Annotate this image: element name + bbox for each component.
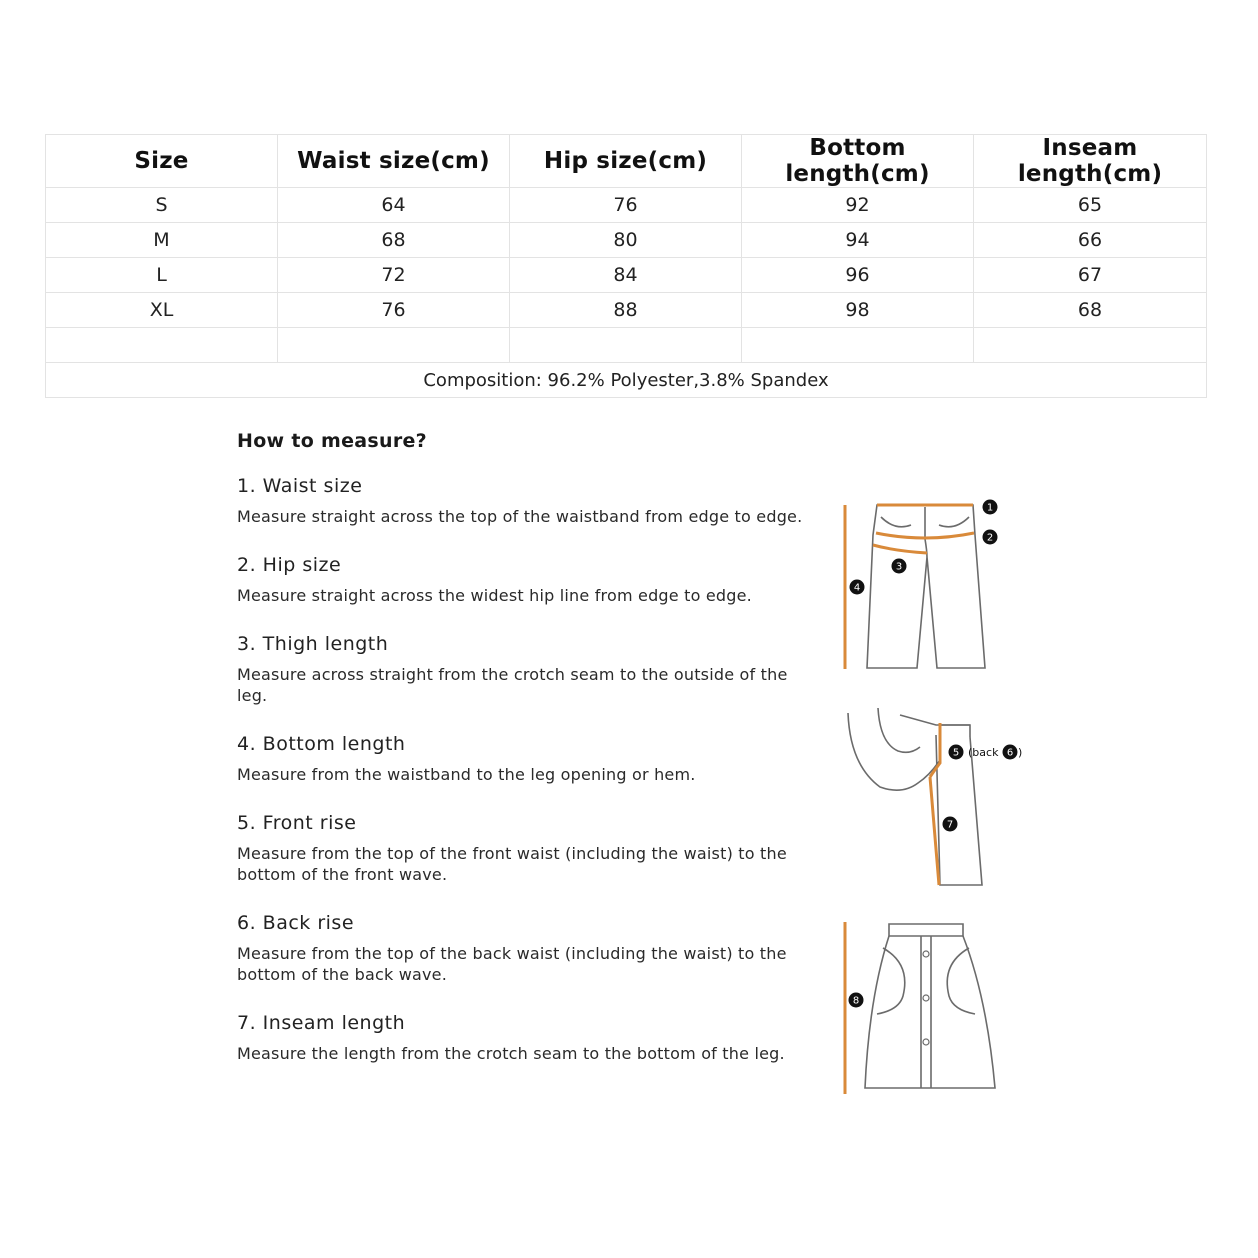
marker-6 (1003, 745, 1018, 760)
svg-text:4: 4 (853, 582, 861, 594)
svg-text:3: 3 (895, 561, 903, 573)
measure-item-title: 4. Bottom length (237, 733, 406, 755)
measure-item-title: 2. Hip size (237, 554, 342, 576)
table-cell: 64 (278, 188, 510, 223)
how-to-measure-section (237, 430, 817, 1064)
svg-text:5: 5 (952, 747, 960, 759)
table-cell-empty (974, 328, 1207, 363)
pocket-right (939, 517, 969, 527)
svg-text:8: 8 (852, 995, 860, 1007)
fly-seam (925, 507, 927, 557)
measure-item-thigh (237, 632, 817, 706)
skirt-pocket-left (877, 948, 905, 1014)
measure-item-desc: Measure straight across the widest hip line from edge to edge. (237, 586, 752, 605)
measure-item-title: 6. Back rise (237, 912, 355, 934)
table-cell: 84 (510, 258, 742, 293)
table-cell: 65 (974, 188, 1207, 223)
measure-item-title: 1. Waist size (237, 475, 363, 497)
table-header-row (46, 135, 1207, 188)
button-icon (923, 1039, 929, 1045)
table-cell: 68 (278, 223, 510, 258)
table-cell-empty (510, 328, 742, 363)
header-waist-size: Waist size(cm) (278, 135, 510, 188)
table-row (46, 223, 1207, 258)
table-cell: M (46, 223, 278, 258)
measure-item-desc: Measure from the top of the back waist (including the waist) to the bottom of the back wave. (237, 944, 787, 984)
pants-front-diagram (835, 495, 1015, 675)
table-cell: 72 (278, 258, 510, 293)
measure-item-hip (237, 553, 817, 606)
skirt-waistband (889, 924, 963, 936)
table-cell: 67 (974, 258, 1207, 293)
table-cell: 98 (742, 293, 974, 328)
svg-text:7: 7 (946, 819, 954, 831)
back-label-close: ) (1018, 746, 1023, 759)
marker-3 (892, 559, 907, 574)
table-cell: S (46, 188, 278, 223)
table-row (46, 258, 1207, 293)
svg-text:2: 2 (986, 532, 994, 544)
header-inseam-length: Inseam length(cm) (974, 135, 1207, 188)
marker-7 (943, 817, 958, 832)
pocket-left (881, 517, 911, 527)
composition-text: Composition: 96.2% Polyester,3.8% Spandex (46, 363, 1207, 398)
measure-item-desc: Measure from the top of the front waist (including the waist) to the bottom of the front wave. (237, 844, 787, 884)
table-cell: 76 (278, 293, 510, 328)
svg-text:1: 1 (986, 502, 994, 514)
table-row (46, 188, 1207, 223)
table-cell: 96 (742, 258, 974, 293)
measure-item-title: 7. Inseam length (237, 1012, 406, 1034)
skirt-diagram (835, 918, 1005, 1098)
measure-item-front-rise (237, 811, 817, 885)
measure-item-inseam (237, 1011, 817, 1064)
button-icon (923, 951, 929, 957)
pants-side-diagram (840, 705, 1040, 890)
table-row (46, 293, 1207, 328)
pants-outline (867, 505, 985, 668)
marker-5 (949, 745, 964, 760)
table-cell: 66 (974, 223, 1207, 258)
table-cell-empty (742, 328, 974, 363)
header-bottom-length: Bottom length(cm) (742, 135, 974, 188)
measure-item-desc: Measure the length from the crotch seam to the bottom of the leg. (237, 1044, 785, 1063)
button-icon (923, 995, 929, 1001)
composition-row (46, 363, 1207, 398)
measure-item-desc: Measure across straight from the crotch seam to the outside of the leg. (237, 665, 788, 705)
table-cell: 80 (510, 223, 742, 258)
measure-item-bottom-length (237, 732, 817, 785)
measure-item-back-rise (237, 911, 817, 985)
measure-item-title: 3. Thigh length (237, 633, 389, 655)
marker-1 (983, 500, 998, 515)
marker-2 (983, 530, 998, 545)
svg-text:6: 6 (1006, 747, 1014, 759)
table-cell: XL (46, 293, 278, 328)
table-cell: 94 (742, 223, 974, 258)
measure-item-desc: Measure from the waistband to the leg opening or hem. (237, 765, 696, 784)
measure-item-title: 5. Front rise (237, 812, 357, 834)
table-cell: 68 (974, 293, 1207, 328)
marker-8 (849, 993, 864, 1008)
thigh-line (873, 545, 927, 553)
folded-leg-inner (878, 708, 920, 752)
table-cell: 76 (510, 188, 742, 223)
front-rise-line (930, 723, 940, 777)
back-label: (back (968, 746, 999, 759)
size-chart-table (45, 134, 1207, 398)
header-hip-size: Hip size(cm) (510, 135, 742, 188)
marker-4 (850, 580, 865, 595)
table-cell-empty (46, 328, 278, 363)
measure-item-waist (237, 474, 817, 527)
waistband (900, 715, 970, 725)
measure-item-desc: Measure straight across the top of the waistband from edge to edge. (237, 507, 803, 526)
table-cell: L (46, 258, 278, 293)
table-empty-row (46, 328, 1207, 363)
header-size: Size (46, 135, 278, 188)
how-to-measure-title: How to measure? (237, 430, 427, 452)
table-cell: 88 (510, 293, 742, 328)
table-cell-empty (278, 328, 510, 363)
table-cell: 92 (742, 188, 974, 223)
